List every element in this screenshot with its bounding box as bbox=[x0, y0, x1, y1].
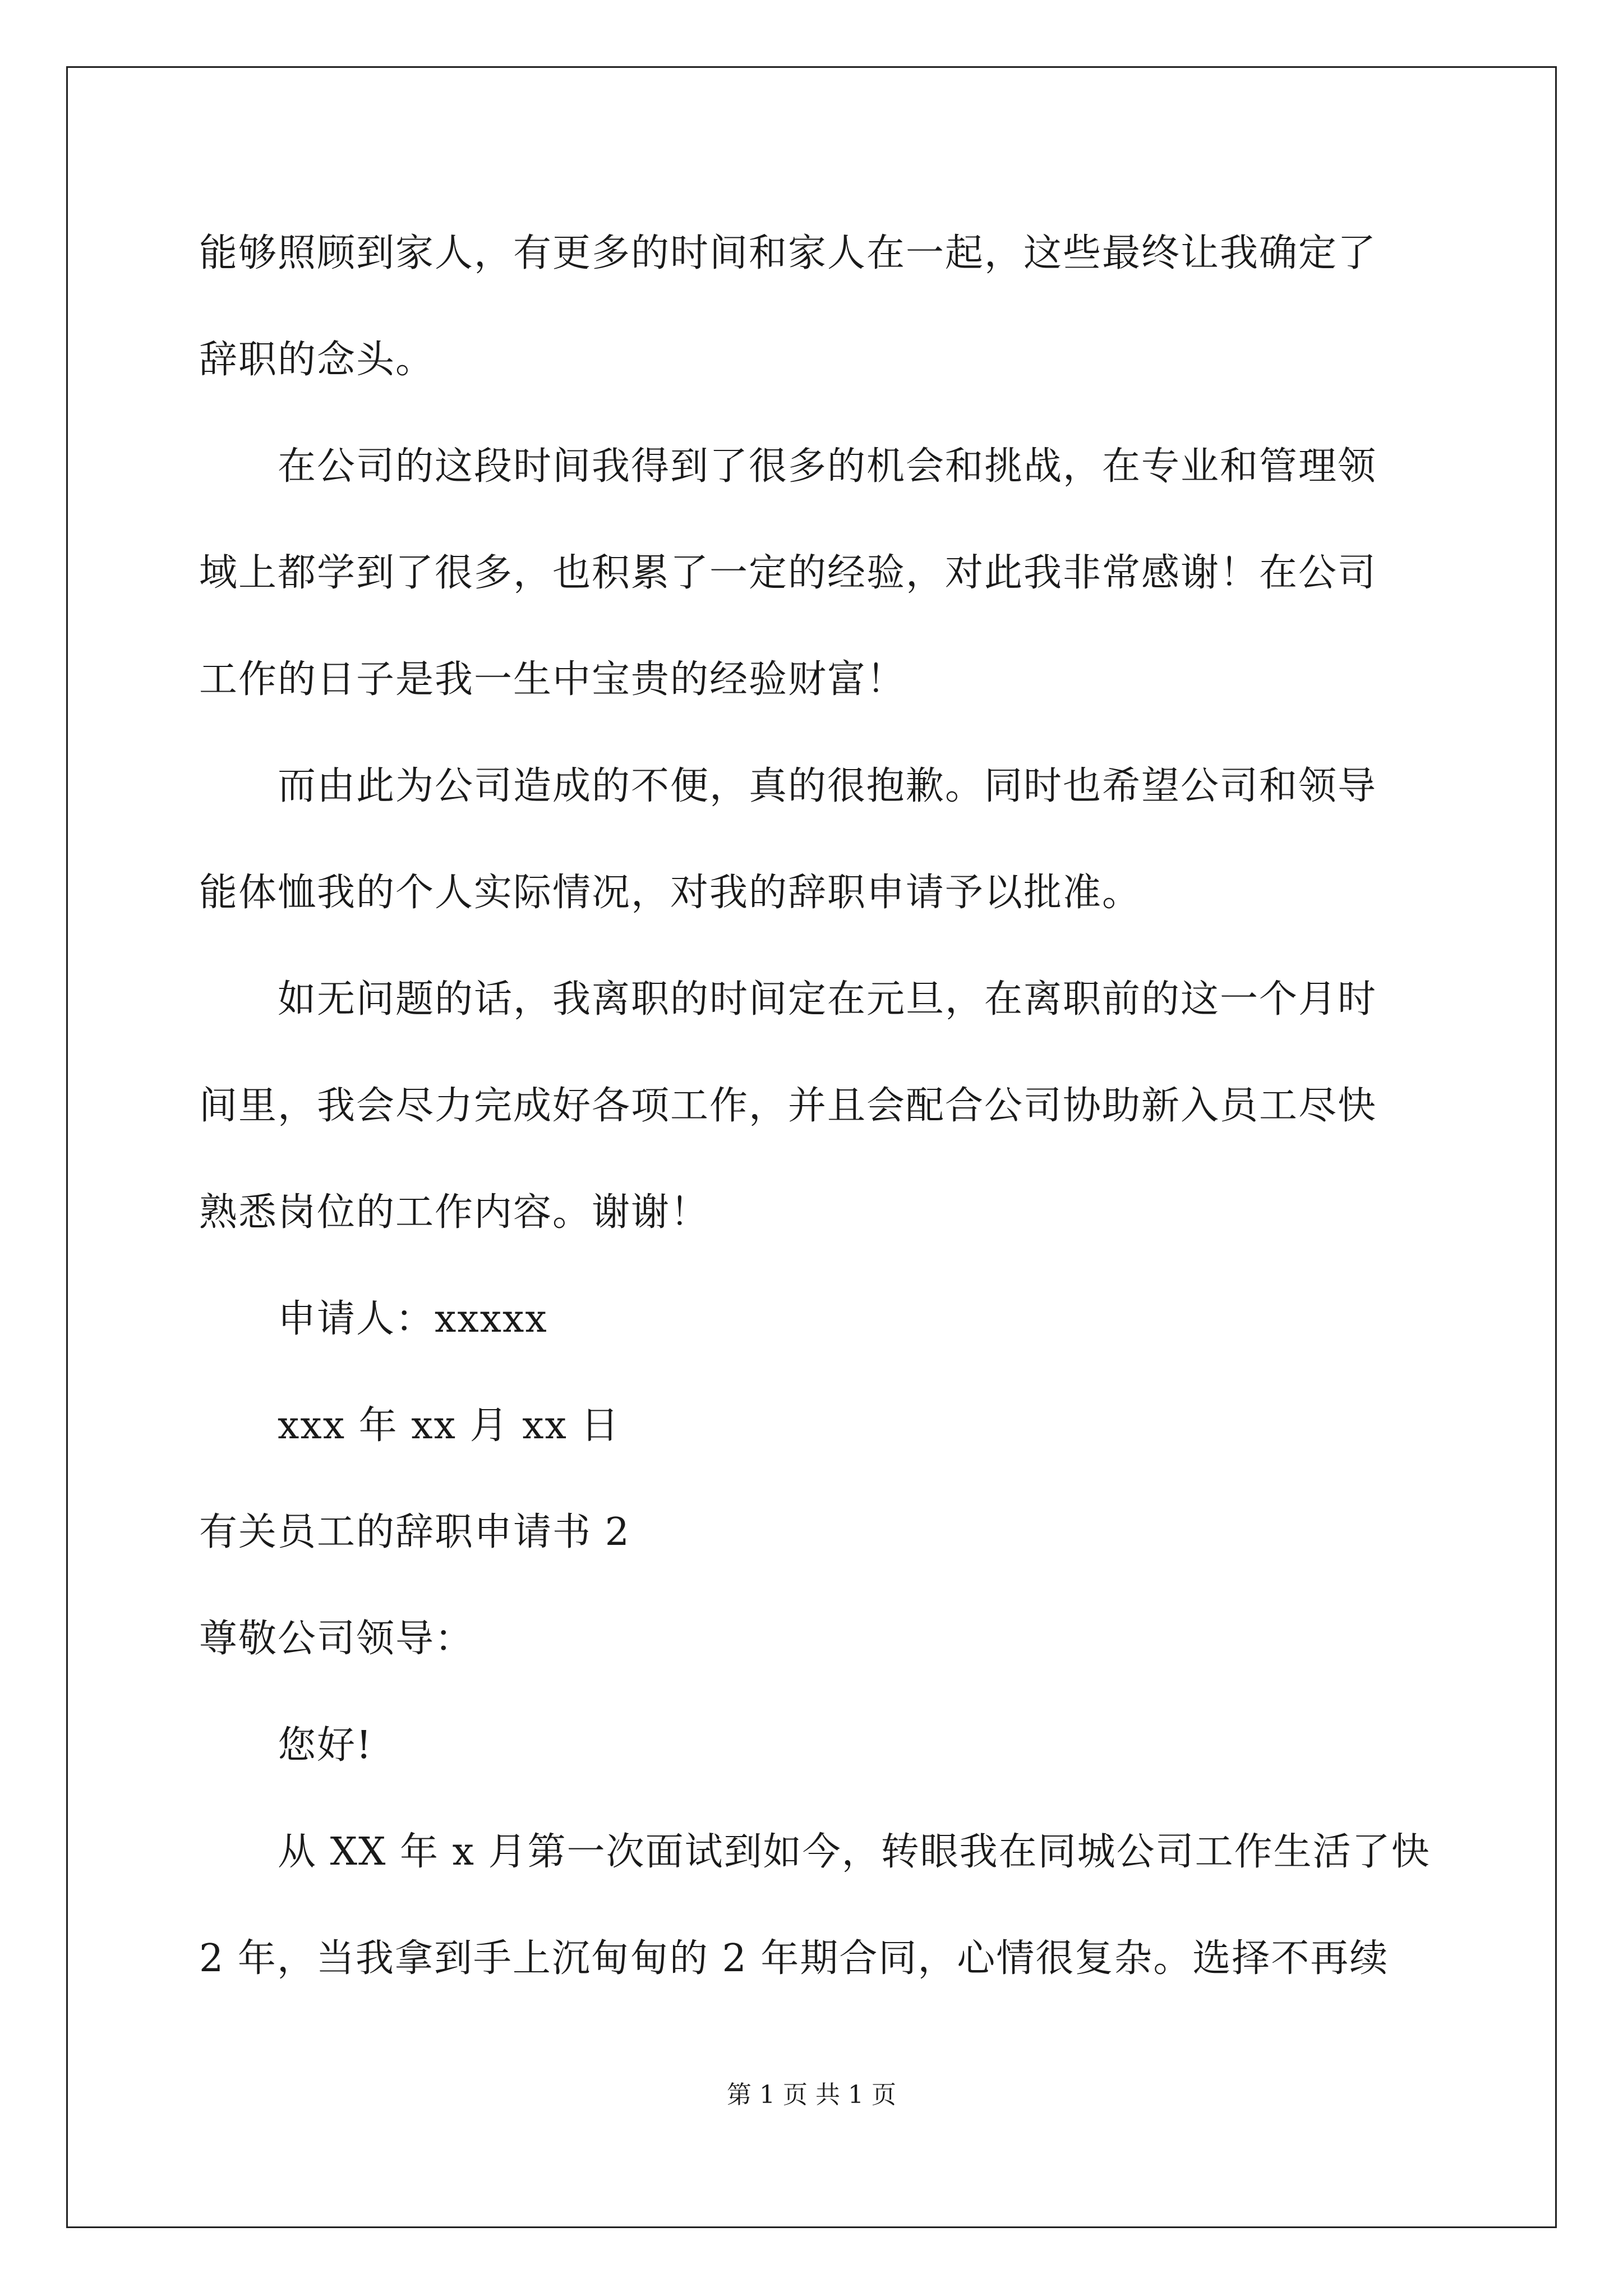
text-line: 2 年，当我拿到手上沉甸甸的 2 年期合同，心情很复杂。选择不再续 bbox=[199, 1936, 1389, 1981]
text-line: 能体恤我的个人实际情况，对我的辞职申请予以批准。 bbox=[199, 871, 1142, 915]
document-body bbox=[199, 209, 1431, 2021]
section-title: 有关员工的辞职申请书 2 bbox=[199, 1510, 630, 1554]
paragraph-start: 而由此为公司造成的不便，真的很抱歉。同时也希望公司和领导 bbox=[278, 764, 1377, 808]
salutation: 尊敬公司领导： bbox=[199, 1617, 474, 1661]
signature-date: xxx 年 xx 月 xx 日 bbox=[278, 1404, 620, 1448]
text-line: 熟悉岗位的工作内容。谢谢！ bbox=[199, 1190, 710, 1235]
text-line: 间里，我会尽力完成好各项工作，并且会配合公司协助新入员工尽快 bbox=[199, 1084, 1377, 1128]
applicant-signature: 申请人：xxxxx bbox=[278, 1297, 548, 1341]
text-line: 能够照顾到家人，有更多的时间和家人在一起，这些最终让我确定了 bbox=[199, 231, 1377, 275]
paragraph-start: 在公司的这段时间我得到了很多的机会和挑战，在专业和管理领 bbox=[278, 444, 1377, 489]
paragraph-start: 如无问题的话，我离职的时间定在元旦，在离职前的这一个月时 bbox=[278, 977, 1377, 1022]
text-line: 辞职的念头。 bbox=[199, 338, 435, 382]
text-line: 工作的日子是我一生中宝贵的经验财富！ bbox=[199, 657, 906, 702]
greeting: 您好! bbox=[278, 1723, 373, 1768]
paragraph-start: 从 XX 年 x 月第一次面试到如今，转眼我在同城公司工作生活了快 bbox=[278, 1830, 1431, 1874]
page-number-footer: 第 1 页 共 1 页 bbox=[727, 2081, 896, 2109]
text-line: 域上都学到了很多，也积累了一定的经验，对此我非常感谢！在公司 bbox=[199, 551, 1377, 595]
